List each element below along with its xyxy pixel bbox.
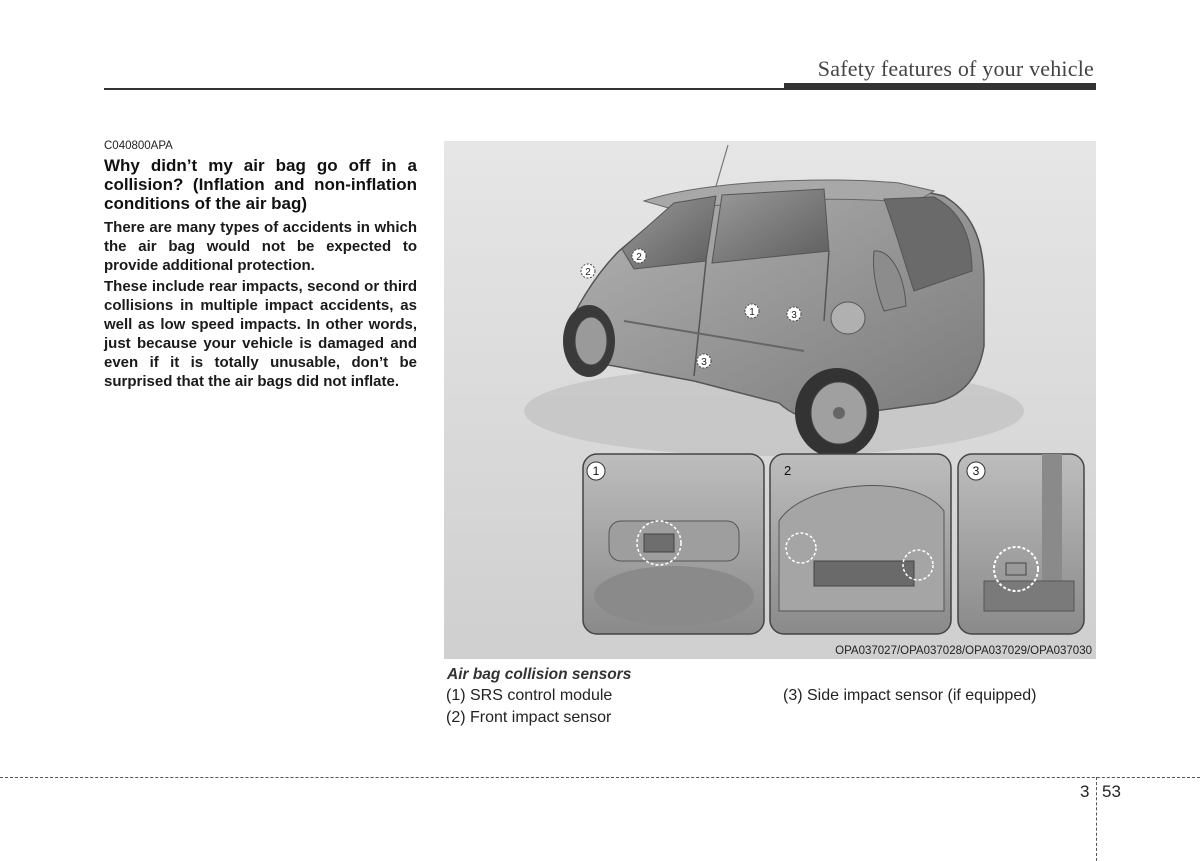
inset-callout-3: 3 bbox=[972, 464, 980, 478]
article-code: C040800APA bbox=[104, 140, 173, 152]
inset-callout-1: 1 bbox=[592, 464, 600, 478]
paragraph-1: There are many types of accidents in which the air bag would not be expected to provide additional protection. bbox=[104, 219, 417, 274]
car-illustration bbox=[444, 141, 1096, 659]
legend-item-2: (2) Front impact sensor bbox=[446, 709, 612, 726]
section-title: Safety features of your vehicle bbox=[817, 56, 1094, 81]
paragraph-2: These include rear impacts, second or third collisions in multiple impact accidents, as well as low speed impacts. In other words, just because your vehicle is damaged and even if it is totally unusable, don’t be surprised that the air bags did not inflate. bbox=[104, 278, 417, 390]
footer-rule bbox=[0, 777, 1200, 778]
chapter-number: 3 bbox=[1080, 782, 1090, 801]
inset-callout-2: 2 bbox=[784, 463, 792, 478]
figure-code: OPA037027/OPA037028/OPA037029/OPA037030 bbox=[835, 645, 1092, 657]
legend-item-3: (3) Side impact sensor (if equipped) bbox=[783, 687, 1037, 704]
callout-2a: 2 bbox=[636, 252, 642, 263]
inset-front-sensor bbox=[770, 454, 951, 634]
page-number: 53 bbox=[1102, 782, 1121, 801]
inset-srs-module bbox=[583, 454, 764, 634]
header-rule bbox=[104, 88, 1096, 90]
inset-side-sensor bbox=[958, 454, 1084, 634]
article-heading: Why didn’t my air bag go off in a collision? (Inflation and non-inflation conditions of the air bag) bbox=[104, 156, 417, 213]
callout-3b: 3 bbox=[701, 357, 707, 368]
footer-divider bbox=[1096, 777, 1097, 861]
figure-caption-title: Air bag collision sensors bbox=[447, 666, 632, 683]
callout-2b: 2 bbox=[585, 267, 591, 278]
legend-item-1: (1) SRS control module bbox=[446, 687, 613, 704]
callout-1: 1 bbox=[749, 307, 755, 318]
airbag-sensor-illustration bbox=[444, 141, 1096, 659]
callout-3a: 3 bbox=[791, 310, 797, 321]
